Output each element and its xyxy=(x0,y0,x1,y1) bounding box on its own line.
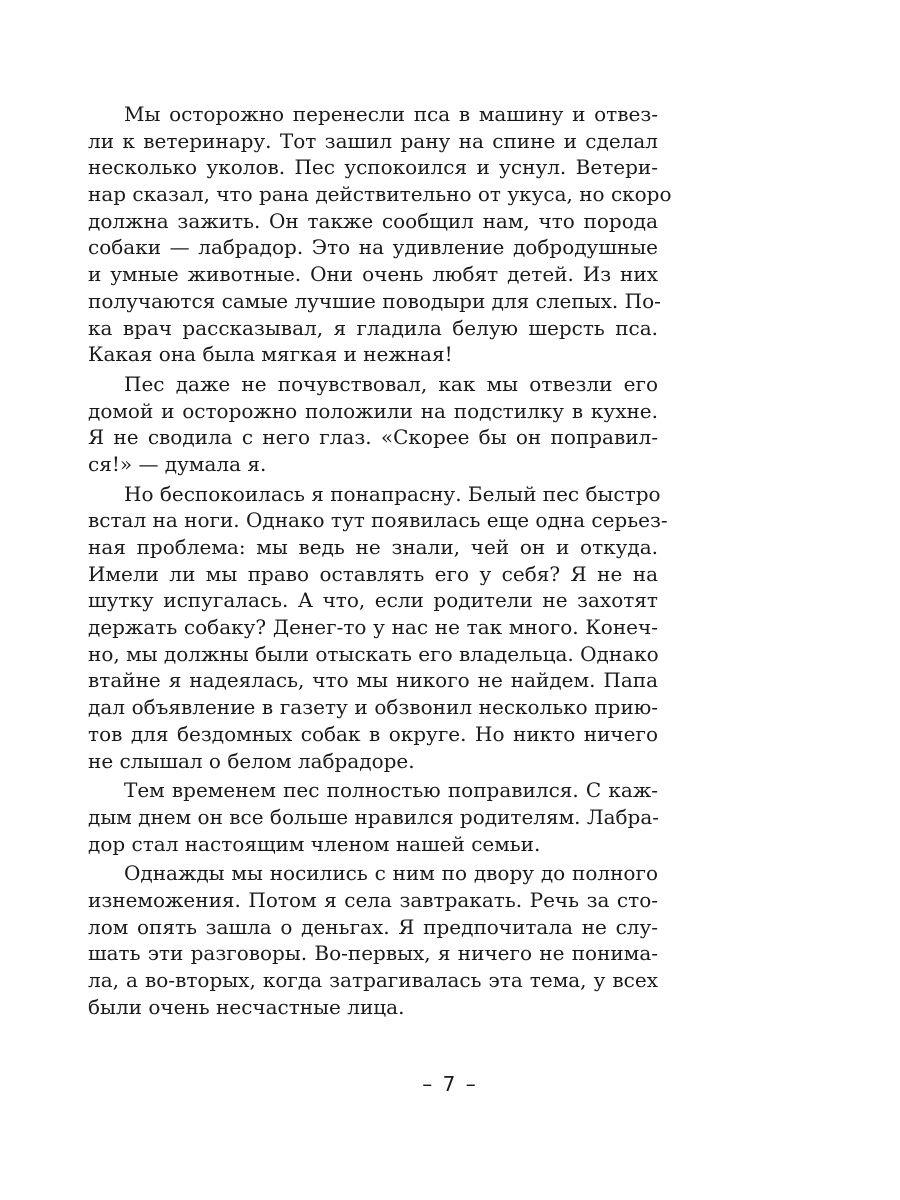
text-line: ся!» — думала я. xyxy=(88,451,267,476)
text-line: должна зажить. Он также сообщил нам, что порода xyxy=(88,208,658,233)
text-line: дор стал настоящим членом нашей семьи. xyxy=(88,831,541,856)
paragraph xyxy=(88,101,672,368)
text-line: дал объявление в газету и обзвонил несколько прию- xyxy=(88,695,658,720)
paragraph xyxy=(88,371,658,478)
text-line: Какая она была мягкая и нежная! xyxy=(88,342,453,367)
text-line: не слышал о белом лабрадоре. xyxy=(88,748,415,773)
text-line: Я не сводила с него глаз. «Скорее бы он поправил- xyxy=(88,425,658,450)
text-line: Однажды мы носились с ним по двору до полного xyxy=(124,861,658,886)
text-line: ка врач рассказывал, я гладила белую шерсть пса. xyxy=(88,315,658,340)
text-line: тов для бездомных собак в округе. Но никто ничего xyxy=(88,721,658,746)
paragraph xyxy=(88,860,658,1020)
text-line: но, мы должны были отыскать его владельца. Однако xyxy=(88,641,659,666)
text-line: домой и осторожно положили на подстилку в кухне. xyxy=(88,398,658,423)
text-line: ная проблема: мы ведь не знали, чей он и откуда. xyxy=(88,535,658,559)
text-line: держать собаку? Денег-то у нас не так много. Конеч- xyxy=(88,615,658,640)
text-line: встал на ноги. Однако тут появилась еще одна серьез- xyxy=(88,508,668,533)
text-line: Но беспокоилась я понапрасну. Белый пес быстро xyxy=(124,481,661,506)
text-line: шать эти разговоры. Во-первых, я ничего не понима- xyxy=(88,941,658,966)
text-line: нар сказал, что рана действительно от укуса, но скоро xyxy=(88,182,672,207)
text-line: лом опять зашла о деньгах. Я предпочитала не слу- xyxy=(88,914,658,939)
text-line: несколько уколов. Пес успокоился и уснул. Ветери- xyxy=(88,155,658,180)
text-line: втайне я надеялась, что мы никого не найдем. Папа xyxy=(88,668,658,693)
text-line: были очень несчастные лица. xyxy=(88,994,405,1019)
text-line: и умные животные. Они очень любят детей. Из них xyxy=(88,262,658,287)
text-line: ли к ветеринару. Тот зашил рану на спине и сделал xyxy=(88,128,658,153)
page-body xyxy=(88,101,672,1020)
text-line: Имели ли мы право оставлять его у себя? Я не на xyxy=(88,561,658,586)
text-line: Мы осторожно перенесли пса в машину и отвез- xyxy=(124,102,658,126)
text-line: Тем временем пес полностью поправился. С каж- xyxy=(124,778,658,803)
text-line: изнеможения. Потом я села завтракать. Речь за сто- xyxy=(88,887,658,912)
paragraph xyxy=(88,481,668,775)
text-line: дым днем он все больше нравился родителям. Лабра- xyxy=(88,804,660,829)
text-line: ла, а во-вторых, когда затрагивалась эта тема, у всех xyxy=(88,968,658,992)
page-number: – 7 – xyxy=(422,1072,478,1096)
text-line: Пес даже не почувствовал, как мы отвезли его xyxy=(124,371,658,396)
text-line: шутку испугалась. А что, если родители не захотят xyxy=(88,588,658,613)
paragraph xyxy=(88,777,658,857)
text-line: собаки — лабрадор. Это на удивление добродушные xyxy=(88,235,658,260)
text-line: получаются самые лучшие поводыри для слепых. По- xyxy=(88,288,661,313)
